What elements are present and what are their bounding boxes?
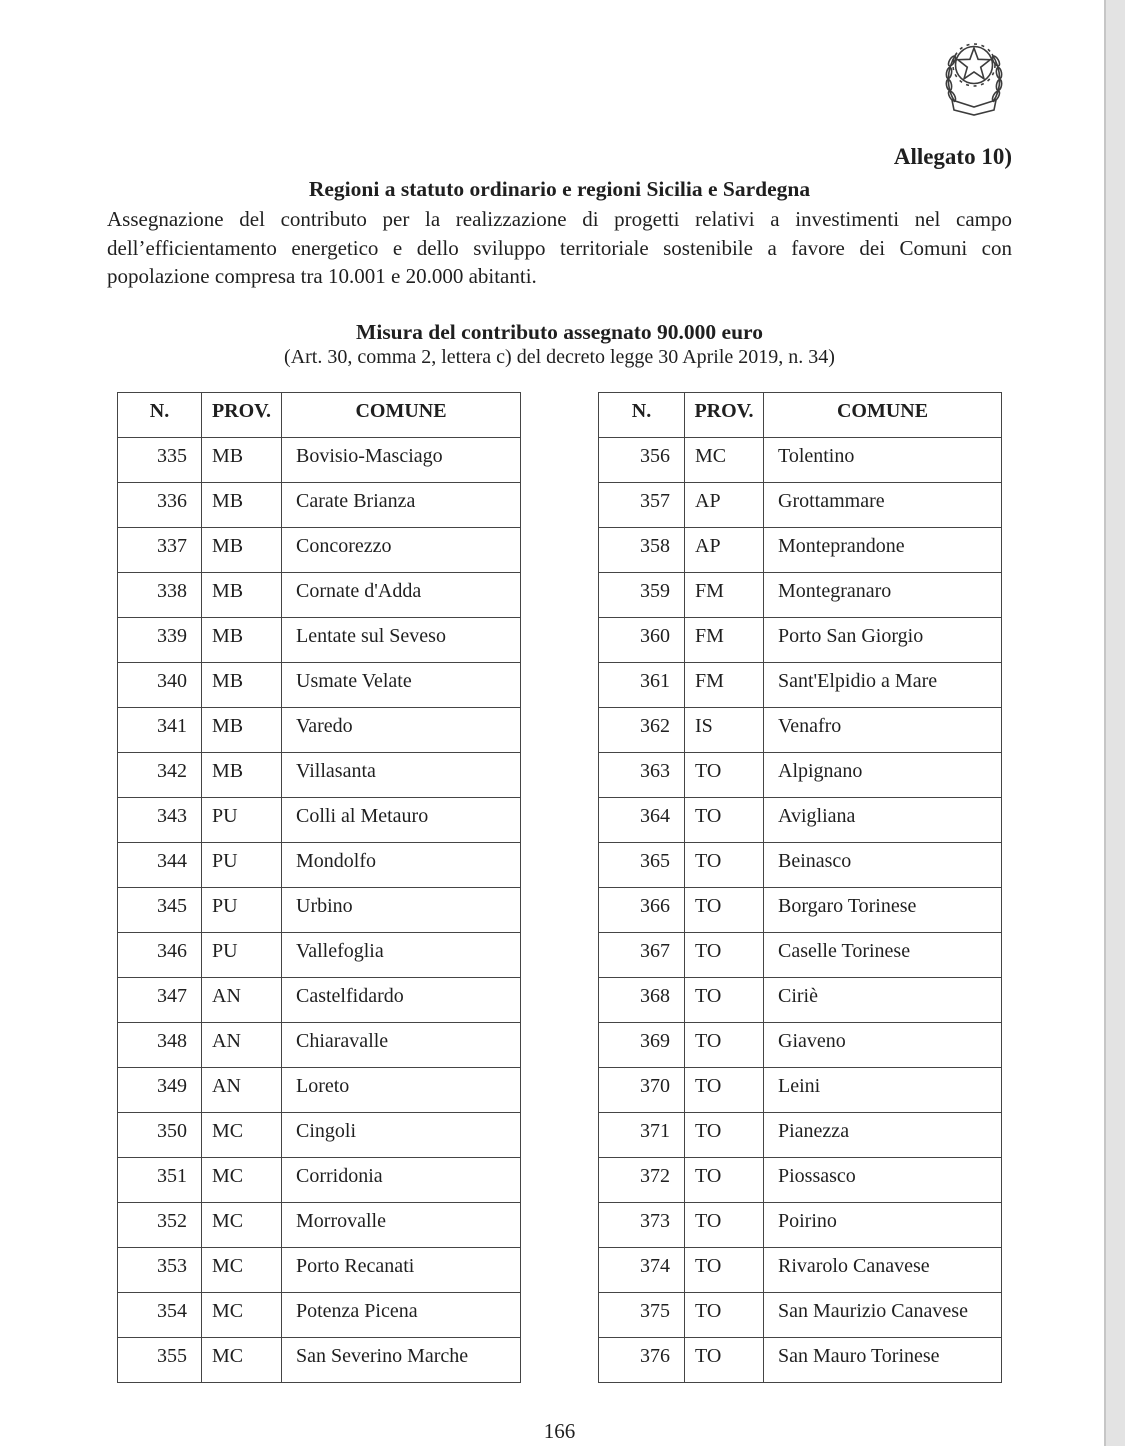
measure-title: Misura del contributo assegnato 90.000 euro	[356, 319, 763, 344]
section-title: Regioni a statuto ordinario e regioni Sicilia e Sardegna	[308, 177, 811, 201]
italy-republic-emblem-icon	[938, 28, 1010, 116]
cell-n: 370	[599, 1067, 685, 1112]
intro-paragraph-line: Assegnazione del contributo per la realizzazione di progetti relativi a investimenti nel campo	[107, 207, 1012, 231]
cell-comune: Porto Recanati	[282, 1247, 521, 1292]
emblem-row	[107, 0, 1012, 116]
table-row	[118, 1202, 521, 1247]
cell-comune: Borgaro Torinese	[764, 887, 1002, 932]
table-row	[599, 842, 1002, 887]
cell-prov: TO	[685, 887, 764, 932]
cell-n: 363	[599, 752, 685, 797]
cell-prov: TO	[685, 1067, 764, 1112]
cell-prov: AN	[202, 1067, 282, 1112]
cell-n: 348	[118, 1022, 202, 1067]
cell-n: 375	[599, 1292, 685, 1337]
cell-comune: Loreto	[282, 1067, 521, 1112]
page-number: 166	[543, 1418, 576, 1443]
table-row	[599, 1067, 1002, 1112]
cell-prov: FM	[685, 572, 764, 617]
cell-prov: TO	[685, 752, 764, 797]
cell-n: 362	[599, 707, 685, 752]
cell-comune: Urbino	[282, 887, 521, 932]
cell-prov: TO	[685, 1157, 764, 1202]
table-row	[118, 527, 521, 572]
cell-comune: Morrovalle	[282, 1202, 521, 1247]
cell-prov: MC	[202, 1292, 282, 1337]
cell-n: 356	[599, 437, 685, 482]
cell-prov: MC	[202, 1337, 282, 1382]
cell-n: 369	[599, 1022, 685, 1067]
cell-comune: Venafro	[764, 707, 1002, 752]
cell-prov: AP	[685, 482, 764, 527]
cell-prov: PU	[202, 932, 282, 977]
table-row	[118, 887, 521, 932]
cell-comune: Chiaravalle	[282, 1022, 521, 1067]
cell-comune: Castelfidardo	[282, 977, 521, 1022]
cell-n: 341	[118, 707, 202, 752]
cell-prov: AP	[685, 527, 764, 572]
cell-n: 374	[599, 1247, 685, 1292]
cell-n: 338	[118, 572, 202, 617]
cell-comune: Pianezza	[764, 1112, 1002, 1157]
cell-comune: Montegranaro	[764, 572, 1002, 617]
table-row	[599, 1292, 1002, 1337]
measure-note: (Art. 30, comma 2, lettera c) del decreto legge 30 Aprile 2019, n. 34)	[284, 345, 835, 368]
table-row	[599, 1022, 1002, 1067]
header-comune: COMUNE	[764, 392, 1002, 437]
table-row	[118, 977, 521, 1022]
cell-prov: MB	[202, 617, 282, 662]
table-row	[599, 887, 1002, 932]
cell-n: 347	[118, 977, 202, 1022]
cell-comune: Rivarolo Canavese	[764, 1247, 1002, 1292]
table-row	[118, 1067, 521, 1112]
cell-n: 354	[118, 1292, 202, 1337]
cell-comune: Giaveno	[764, 1022, 1002, 1067]
cell-comune: Lentate sul Seveso	[282, 617, 521, 662]
table-header-row	[599, 392, 1002, 437]
cell-comune: Tolentino	[764, 437, 1002, 482]
cell-prov: TO	[685, 977, 764, 1022]
intro-paragraph-line: popolazione compresa tra 10.001 e 20.000 abitanti.	[107, 264, 537, 288]
cell-comune: Leini	[764, 1067, 1002, 1112]
cell-n: 358	[599, 527, 685, 572]
header-n: N.	[599, 392, 685, 437]
table-row	[599, 572, 1002, 617]
cell-n: 346	[118, 932, 202, 977]
cell-n: 355	[118, 1337, 202, 1382]
cell-comune: Monteprandone	[764, 527, 1002, 572]
cell-prov: PU	[202, 842, 282, 887]
table-row	[118, 662, 521, 707]
cell-n: 350	[118, 1112, 202, 1157]
cell-comune: Vallefoglia	[282, 932, 521, 977]
cell-n: 371	[599, 1112, 685, 1157]
cell-prov: IS	[685, 707, 764, 752]
cell-comune: Alpignano	[764, 752, 1002, 797]
cell-prov: MB	[202, 482, 282, 527]
cell-prov: PU	[202, 887, 282, 932]
cell-comune: Corridonia	[282, 1157, 521, 1202]
cell-n: 376	[599, 1337, 685, 1382]
cell-prov: MC	[202, 1202, 282, 1247]
intro-paragraph-line: dell’efficientamento energetico e dello sviluppo territoriale sostenibile a favore dei Comuni con	[107, 235, 1012, 260]
cell-comune: Potenza Picena	[282, 1292, 521, 1337]
table-row	[599, 932, 1002, 977]
cell-n: 344	[118, 842, 202, 887]
cell-comune: Grottammare	[764, 482, 1002, 527]
cell-prov: TO	[685, 932, 764, 977]
cell-prov: MB	[202, 437, 282, 482]
cell-comune: Colli al Metauro	[282, 797, 521, 842]
table-row	[118, 932, 521, 977]
cell-n: 360	[599, 617, 685, 662]
cell-comune: San Maurizio Canavese	[764, 1292, 1002, 1337]
tables-row	[107, 392, 1012, 1383]
cell-prov: MB	[202, 707, 282, 752]
cell-prov: TO	[685, 1337, 764, 1382]
cell-n: 353	[118, 1247, 202, 1292]
cell-prov: FM	[685, 662, 764, 707]
cell-prov: MB	[202, 572, 282, 617]
cell-prov: AN	[202, 1022, 282, 1067]
cell-comune: Ciriè	[764, 977, 1002, 1022]
intro-paragraph	[107, 205, 1012, 291]
table-row	[599, 1112, 1002, 1157]
table-row	[118, 1247, 521, 1292]
cell-prov: MC	[202, 1112, 282, 1157]
cell-comune: Beinasco	[764, 842, 1002, 887]
header-prov: PROV.	[685, 392, 764, 437]
page-content	[107, 0, 1012, 1444]
table-row	[118, 572, 521, 617]
cell-prov: MC	[685, 437, 764, 482]
cell-n: 357	[599, 482, 685, 527]
cell-prov: MB	[202, 752, 282, 797]
cell-n: 373	[599, 1202, 685, 1247]
cell-n: 335	[118, 437, 202, 482]
table-row	[599, 617, 1002, 662]
cell-prov: TO	[685, 1247, 764, 1292]
table-row	[599, 1202, 1002, 1247]
table-row	[599, 977, 1002, 1022]
cell-prov: TO	[685, 797, 764, 842]
cell-n: 343	[118, 797, 202, 842]
cell-prov: MB	[202, 527, 282, 572]
table-row	[118, 1337, 521, 1382]
table-row	[118, 1292, 521, 1337]
cell-comune: Sant'Elpidio a Mare	[764, 662, 1002, 707]
table-row	[599, 707, 1002, 752]
table-row	[118, 1022, 521, 1067]
cell-comune: Usmate Velate	[282, 662, 521, 707]
table-row	[118, 482, 521, 527]
cell-n: 365	[599, 842, 685, 887]
cell-prov: MC	[202, 1157, 282, 1202]
cell-comune: Caselle Torinese	[764, 932, 1002, 977]
cell-n: 340	[118, 662, 202, 707]
table-row	[599, 527, 1002, 572]
cell-comune: Cingoli	[282, 1112, 521, 1157]
municipalities-table-left	[117, 392, 521, 1383]
cell-prov: TO	[685, 1112, 764, 1157]
cell-n: 349	[118, 1067, 202, 1112]
allegato-label: Allegato 10)	[893, 144, 1012, 169]
cell-comune: Varedo	[282, 707, 521, 752]
cell-n: 342	[118, 752, 202, 797]
cell-prov: FM	[685, 617, 764, 662]
cell-prov: TO	[685, 1022, 764, 1067]
cell-n: 372	[599, 1157, 685, 1202]
cell-n: 361	[599, 662, 685, 707]
table-row	[599, 1157, 1002, 1202]
cell-prov: MC	[202, 1247, 282, 1292]
cell-comune: Piossasco	[764, 1157, 1002, 1202]
header-prov: PROV.	[202, 392, 282, 437]
cell-prov: TO	[685, 1292, 764, 1337]
table-row	[599, 1247, 1002, 1292]
cell-prov: TO	[685, 1202, 764, 1247]
cell-comune: Avigliana	[764, 797, 1002, 842]
cell-comune: San Severino Marche	[282, 1337, 521, 1382]
cell-n: 367	[599, 932, 685, 977]
cell-comune: Bovisio-Masciago	[282, 437, 521, 482]
table-row	[599, 1337, 1002, 1382]
cell-n: 352	[118, 1202, 202, 1247]
cell-comune: Villasanta	[282, 752, 521, 797]
cell-comune: Carate Brianza	[282, 482, 521, 527]
table-row	[599, 662, 1002, 707]
cell-prov: AN	[202, 977, 282, 1022]
cell-comune: San Mauro Torinese	[764, 1337, 1002, 1382]
municipalities-table-right	[598, 392, 1002, 1383]
cell-comune: Porto San Giorgio	[764, 617, 1002, 662]
table-row	[118, 707, 521, 752]
cell-n: 368	[599, 977, 685, 1022]
cell-n: 359	[599, 572, 685, 617]
table-row	[118, 1157, 521, 1202]
cell-comune: Cornate d'Adda	[282, 572, 521, 617]
table-row	[118, 437, 521, 482]
cell-n: 351	[118, 1157, 202, 1202]
header-n: N.	[118, 392, 202, 437]
cell-comune: Poirino	[764, 1202, 1002, 1247]
header-comune: COMUNE	[282, 392, 521, 437]
cell-comune: Concorezzo	[282, 527, 521, 572]
page-edge-strip	[1104, 0, 1125, 1446]
table-row	[118, 752, 521, 797]
cell-n: 366	[599, 887, 685, 932]
table-row	[599, 752, 1002, 797]
cell-prov: MB	[202, 662, 282, 707]
table-row	[599, 482, 1002, 527]
cell-n: 364	[599, 797, 685, 842]
table-header-row	[118, 392, 521, 437]
cell-prov: TO	[685, 842, 764, 887]
cell-n: 336	[118, 482, 202, 527]
table-row	[118, 617, 521, 662]
table-row	[599, 437, 1002, 482]
table-row	[118, 1112, 521, 1157]
cell-n: 339	[118, 617, 202, 662]
cell-comune: Mondolfo	[282, 842, 521, 887]
cell-n: 345	[118, 887, 202, 932]
table-row	[118, 797, 521, 842]
table-row	[599, 797, 1002, 842]
cell-n: 337	[118, 527, 202, 572]
cell-prov: PU	[202, 797, 282, 842]
table-row	[118, 842, 521, 887]
